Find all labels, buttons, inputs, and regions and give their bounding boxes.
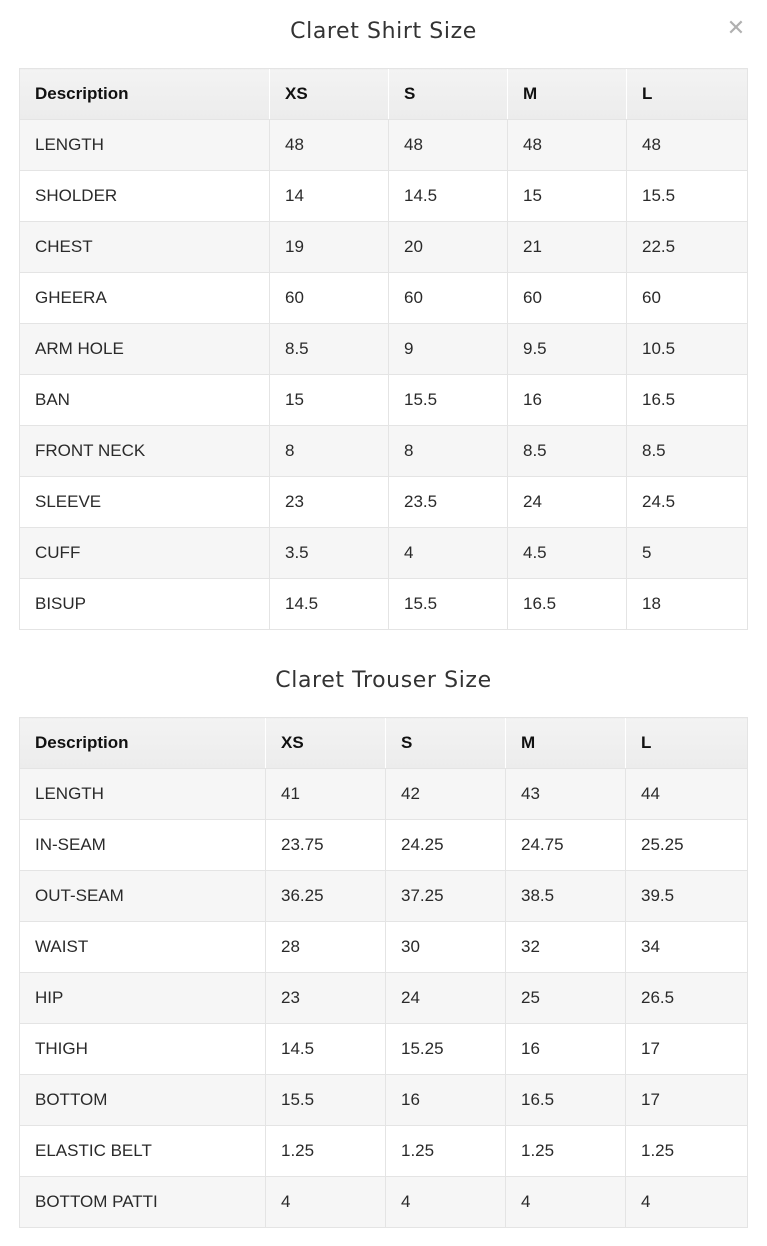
measurement-value: 14.5 (389, 171, 508, 222)
measurement-label: OUT-SEAM (20, 871, 266, 922)
measurement-value: 44 (626, 769, 748, 820)
measurement-value: 15.5 (266, 1075, 386, 1126)
shirt-table-body (20, 120, 748, 630)
measurement-value: 4 (626, 1177, 748, 1228)
trouser-header-size: XS (266, 718, 386, 769)
shirt-header-size: XS (270, 69, 389, 120)
measurement-value: 3.5 (270, 528, 389, 579)
measurement-value: 30 (386, 922, 506, 973)
table-row (20, 324, 748, 375)
table-row (20, 1075, 748, 1126)
trouser-header-row (20, 718, 748, 769)
table-row (20, 171, 748, 222)
measurement-value: 19 (270, 222, 389, 273)
measurement-label: ARM HOLE (20, 324, 270, 375)
measurement-value: 26.5 (626, 973, 748, 1024)
measurement-value: 10.5 (627, 324, 748, 375)
measurement-label: BISUP (20, 579, 270, 630)
trouser-table-body (20, 769, 748, 1228)
table-row (20, 528, 748, 579)
measurement-value: 15.5 (389, 375, 508, 426)
measurement-value: 48 (508, 120, 627, 171)
measurement-value: 14.5 (270, 579, 389, 630)
measurement-value: 22.5 (627, 222, 748, 273)
measurement-value: 21 (508, 222, 627, 273)
measurement-value: 15 (508, 171, 627, 222)
measurement-value: 4 (386, 1177, 506, 1228)
measurement-value: 23 (270, 477, 389, 528)
shirt-header-size: L (627, 69, 748, 120)
trouser-header-size: M (506, 718, 626, 769)
measurement-value: 14 (270, 171, 389, 222)
measurement-value: 1.25 (506, 1126, 626, 1177)
shirt-size-title: Claret Shirt Size (290, 19, 477, 44)
measurement-value: 8.5 (508, 426, 627, 477)
measurement-value: 15 (270, 375, 389, 426)
measurement-value: 24 (508, 477, 627, 528)
measurement-value: 25 (506, 973, 626, 1024)
measurement-value: 16.5 (506, 1075, 626, 1126)
measurement-value: 15.5 (627, 171, 748, 222)
measurement-value: 15.25 (386, 1024, 506, 1075)
measurement-value: 25.25 (626, 820, 748, 871)
measurement-value: 8.5 (270, 324, 389, 375)
measurement-value: 23.5 (389, 477, 508, 528)
measurement-value: 37.25 (386, 871, 506, 922)
measurement-label: BOTTOM (20, 1075, 266, 1126)
table-row (20, 922, 748, 973)
trouser-header-size: L (626, 718, 748, 769)
table-row (20, 120, 748, 171)
table-row (20, 820, 748, 871)
measurement-value: 60 (627, 273, 748, 324)
table-row (20, 222, 748, 273)
table-row (20, 871, 748, 922)
measurement-value: 16 (508, 375, 627, 426)
table-row (20, 973, 748, 1024)
measurement-value: 43 (506, 769, 626, 820)
shirt-size-table (19, 68, 748, 630)
measurement-value: 24 (386, 973, 506, 1024)
measurement-value: 24.75 (506, 820, 626, 871)
shirt-header-size: S (389, 69, 508, 120)
measurement-label: CHEST (20, 222, 270, 273)
measurement-value: 36.25 (266, 871, 386, 922)
measurement-value: 60 (270, 273, 389, 324)
trouser-size-title: Claret Trouser Size (275, 668, 492, 693)
measurement-value: 24.5 (627, 477, 748, 528)
measurement-value: 15.5 (389, 579, 508, 630)
measurement-value: 48 (270, 120, 389, 171)
measurement-value: 60 (508, 273, 627, 324)
measurement-value: 4.5 (508, 528, 627, 579)
measurement-value: 16.5 (627, 375, 748, 426)
measurement-value: 20 (389, 222, 508, 273)
measurement-value: 4 (389, 528, 508, 579)
measurement-label: WAIST (20, 922, 266, 973)
trouser-header-size: S (386, 718, 506, 769)
measurement-label: IN-SEAM (20, 820, 266, 871)
measurement-value: 8.5 (627, 426, 748, 477)
measurement-value: 16.5 (508, 579, 627, 630)
measurement-value: 23 (266, 973, 386, 1024)
measurement-value: 60 (389, 273, 508, 324)
shirt-header-size: M (508, 69, 627, 120)
measurement-value: 1.25 (626, 1126, 748, 1177)
table-row (20, 579, 748, 630)
measurement-value: 9 (389, 324, 508, 375)
trouser-header-description: Description (20, 718, 266, 769)
measurement-label: CUFF (20, 528, 270, 579)
measurement-label: LENGTH (20, 769, 266, 820)
table-row (20, 375, 748, 426)
measurement-value: 16 (386, 1075, 506, 1126)
measurement-value: 42 (386, 769, 506, 820)
measurement-value: 23.75 (266, 820, 386, 871)
table-row (20, 1024, 748, 1075)
measurement-value: 9.5 (508, 324, 627, 375)
measurement-value: 5 (627, 528, 748, 579)
measurement-value: 17 (626, 1024, 748, 1075)
measurement-value: 8 (270, 426, 389, 477)
measurement-label: BAN (20, 375, 270, 426)
measurement-value: 1.25 (266, 1126, 386, 1177)
shirt-header-description: Description (20, 69, 270, 120)
measurement-label: BOTTOM PATTI (20, 1177, 266, 1228)
table-row (20, 477, 748, 528)
trouser-size-table (19, 717, 748, 1228)
measurement-value: 24.25 (386, 820, 506, 871)
measurement-value: 48 (627, 120, 748, 171)
measurement-value: 39.5 (626, 871, 748, 922)
measurement-value: 1.25 (386, 1126, 506, 1177)
measurement-label: HIP (20, 973, 266, 1024)
measurement-value: 18 (627, 579, 748, 630)
measurement-value: 17 (626, 1075, 748, 1126)
table-row (20, 1126, 748, 1177)
table-row (20, 1177, 748, 1228)
table-row (20, 273, 748, 324)
table-row (20, 769, 748, 820)
measurement-label: SHOLDER (20, 171, 270, 222)
measurement-value: 34 (626, 922, 748, 973)
measurement-label: FRONT NECK (20, 426, 270, 477)
measurement-label: SLEEVE (20, 477, 270, 528)
close-icon[interactable]: ✕ (726, 16, 746, 41)
measurement-label: ELASTIC BELT (20, 1126, 266, 1177)
measurement-value: 14.5 (266, 1024, 386, 1075)
measurement-value: 32 (506, 922, 626, 973)
shirt-header-row (20, 69, 748, 120)
measurement-label: GHEERA (20, 273, 270, 324)
measurement-value: 16 (506, 1024, 626, 1075)
measurement-label: LENGTH (20, 120, 270, 171)
measurement-value: 41 (266, 769, 386, 820)
measurement-value: 38.5 (506, 871, 626, 922)
table-row (20, 426, 748, 477)
measurement-value: 8 (389, 426, 508, 477)
measurement-label: THIGH (20, 1024, 266, 1075)
measurement-value: 4 (506, 1177, 626, 1228)
measurement-value: 28 (266, 922, 386, 973)
measurement-value: 48 (389, 120, 508, 171)
measurement-value: 4 (266, 1177, 386, 1228)
